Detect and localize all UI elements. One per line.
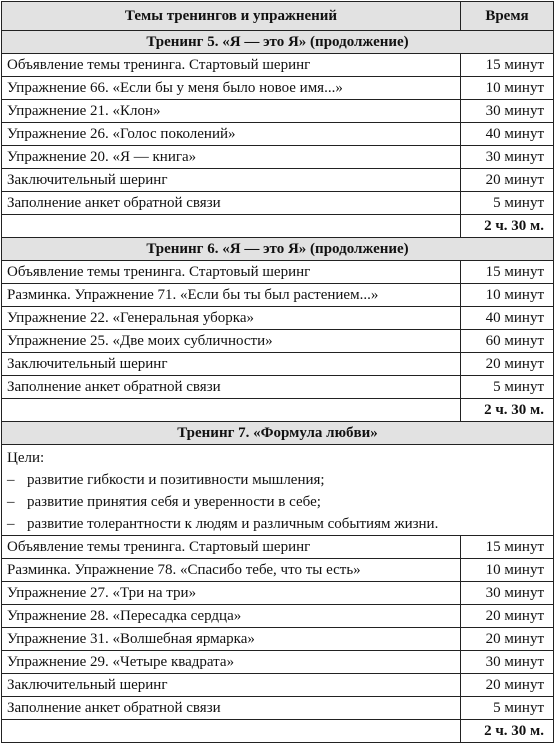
table-row [2,536,554,559]
activity-name: Заключительный шеринг [2,353,461,376]
table-row [2,330,554,353]
activity-time: 5 минут [461,697,554,720]
table-row [2,77,554,100]
activity-time: 20 минут [461,628,554,651]
activity-time: 30 минут [461,146,554,169]
time-column-header: Время [461,2,554,31]
training-schedule-table [1,1,554,743]
activity-name: Упражнение 29. «Четыре квадрата» [2,651,461,674]
activity-time: 40 минут [461,123,554,146]
activity-name: Заключительный шеринг [2,169,461,192]
activity-name: Заполнение анкет обратной связи [2,376,461,399]
activity-time: 10 минут [461,559,554,582]
table-row [2,284,554,307]
table-row [2,582,554,605]
activity-name: Объявление темы тренинга. Стартовый шеринг [2,261,461,284]
goals-title: Цели: [7,450,45,466]
activity-name: Объявление темы тренинга. Стартовый шеринг [2,536,461,559]
goal-marker: – [7,494,15,510]
topics-column-header: Темы тренингов и упражнений [2,2,461,31]
activity-time: 5 минут [461,192,554,215]
activity-name: Заключительный шеринг [2,674,461,697]
goal-marker: – [7,472,15,488]
training-5-total-row [2,215,554,238]
activity-name: Заполнение анкет обратной связи [2,192,461,215]
training-7-title-row [2,422,554,445]
total-empty-cell [2,720,461,743]
activity-time: 15 минут [461,54,554,77]
table-row [2,169,554,192]
table-row [2,674,554,697]
goal-text: развитие принятия себя и уверенности в себе; [27,494,321,510]
training-6-title-row [2,238,554,261]
table-row [2,123,554,146]
table-row [2,192,554,215]
goal-text: развитие толерантности к людям и различным событиям жизни. [27,516,439,532]
training-5-total: 2 ч. 30 м. [461,215,554,238]
goal-item [7,469,548,491]
table-row [2,54,554,77]
activity-name: Упражнение 20. «Я — книга» [2,146,461,169]
activity-name: Упражнение 66. «Если бы у меня было новое имя...» [2,77,461,100]
activity-time: 15 минут [461,536,554,559]
activity-time: 20 минут [461,169,554,192]
activity-time: 30 минут [461,100,554,123]
training-7-total-row [2,720,554,743]
table-row [2,605,554,628]
training-6-title: Тренинг 6. «Я — это Я» (продолжение) [2,238,554,261]
activity-time: 20 минут [461,605,554,628]
training-5-title-row [2,31,554,54]
goal-item [7,491,548,513]
activity-name: Упражнение 22. «Генеральная уборка» [2,307,461,330]
goals-row [2,445,554,536]
activity-time: 30 минут [461,582,554,605]
table-row [2,307,554,330]
training-6-total-row [2,399,554,422]
activity-name: Разминка. Упражнение 78. «Спасибо тебе, что ты есть» [2,559,461,582]
activity-time: 15 минут [461,261,554,284]
activity-name: Объявление темы тренинга. Стартовый шеринг [2,54,461,77]
activity-name: Упражнение 26. «Голос поколений» [2,123,461,146]
activity-time: 20 минут [461,674,554,697]
activity-name: Упражнение 27. «Три на три» [2,582,461,605]
activity-time: 10 минут [461,77,554,100]
total-empty-cell [2,399,461,422]
activity-time: 10 минут [461,284,554,307]
activity-name: Упражнение 21. «Клон» [2,100,461,123]
activity-name: Разминка. Упражнение 71. «Если бы ты был растением...» [2,284,461,307]
table-header-row [2,2,554,31]
table-row [2,353,554,376]
activity-time: 5 минут [461,376,554,399]
table-row [2,376,554,399]
activity-name: Заполнение анкет обратной связи [2,697,461,720]
table-row [2,697,554,720]
goal-item [7,513,548,535]
goal-text: развитие гибкости и позитивности мышления; [27,472,325,488]
table-row [2,146,554,169]
activity-time: 20 минут [461,353,554,376]
activity-time: 30 минут [461,651,554,674]
table-row [2,559,554,582]
training-5-title: Тренинг 5. «Я — это Я» (продолжение) [2,31,554,54]
table-row [2,100,554,123]
goal-marker: – [7,516,15,532]
goals-cell [2,445,554,536]
activity-time: 40 минут [461,307,554,330]
training-7-total: 2 ч. 30 м. [461,720,554,743]
table-row [2,628,554,651]
training-6-total: 2 ч. 30 м. [461,399,554,422]
activity-name: Упражнение 31. «Волшебная ярмарка» [2,628,461,651]
training-7-title: Тренинг 7. «Формула любви» [2,422,554,445]
total-empty-cell [2,215,461,238]
activity-name: Упражнение 28. «Пересадка сердца» [2,605,461,628]
table-row [2,651,554,674]
activity-time: 60 минут [461,330,554,353]
activity-name: Упражнение 25. «Две моих субличности» [2,330,461,353]
table-row [2,261,554,284]
